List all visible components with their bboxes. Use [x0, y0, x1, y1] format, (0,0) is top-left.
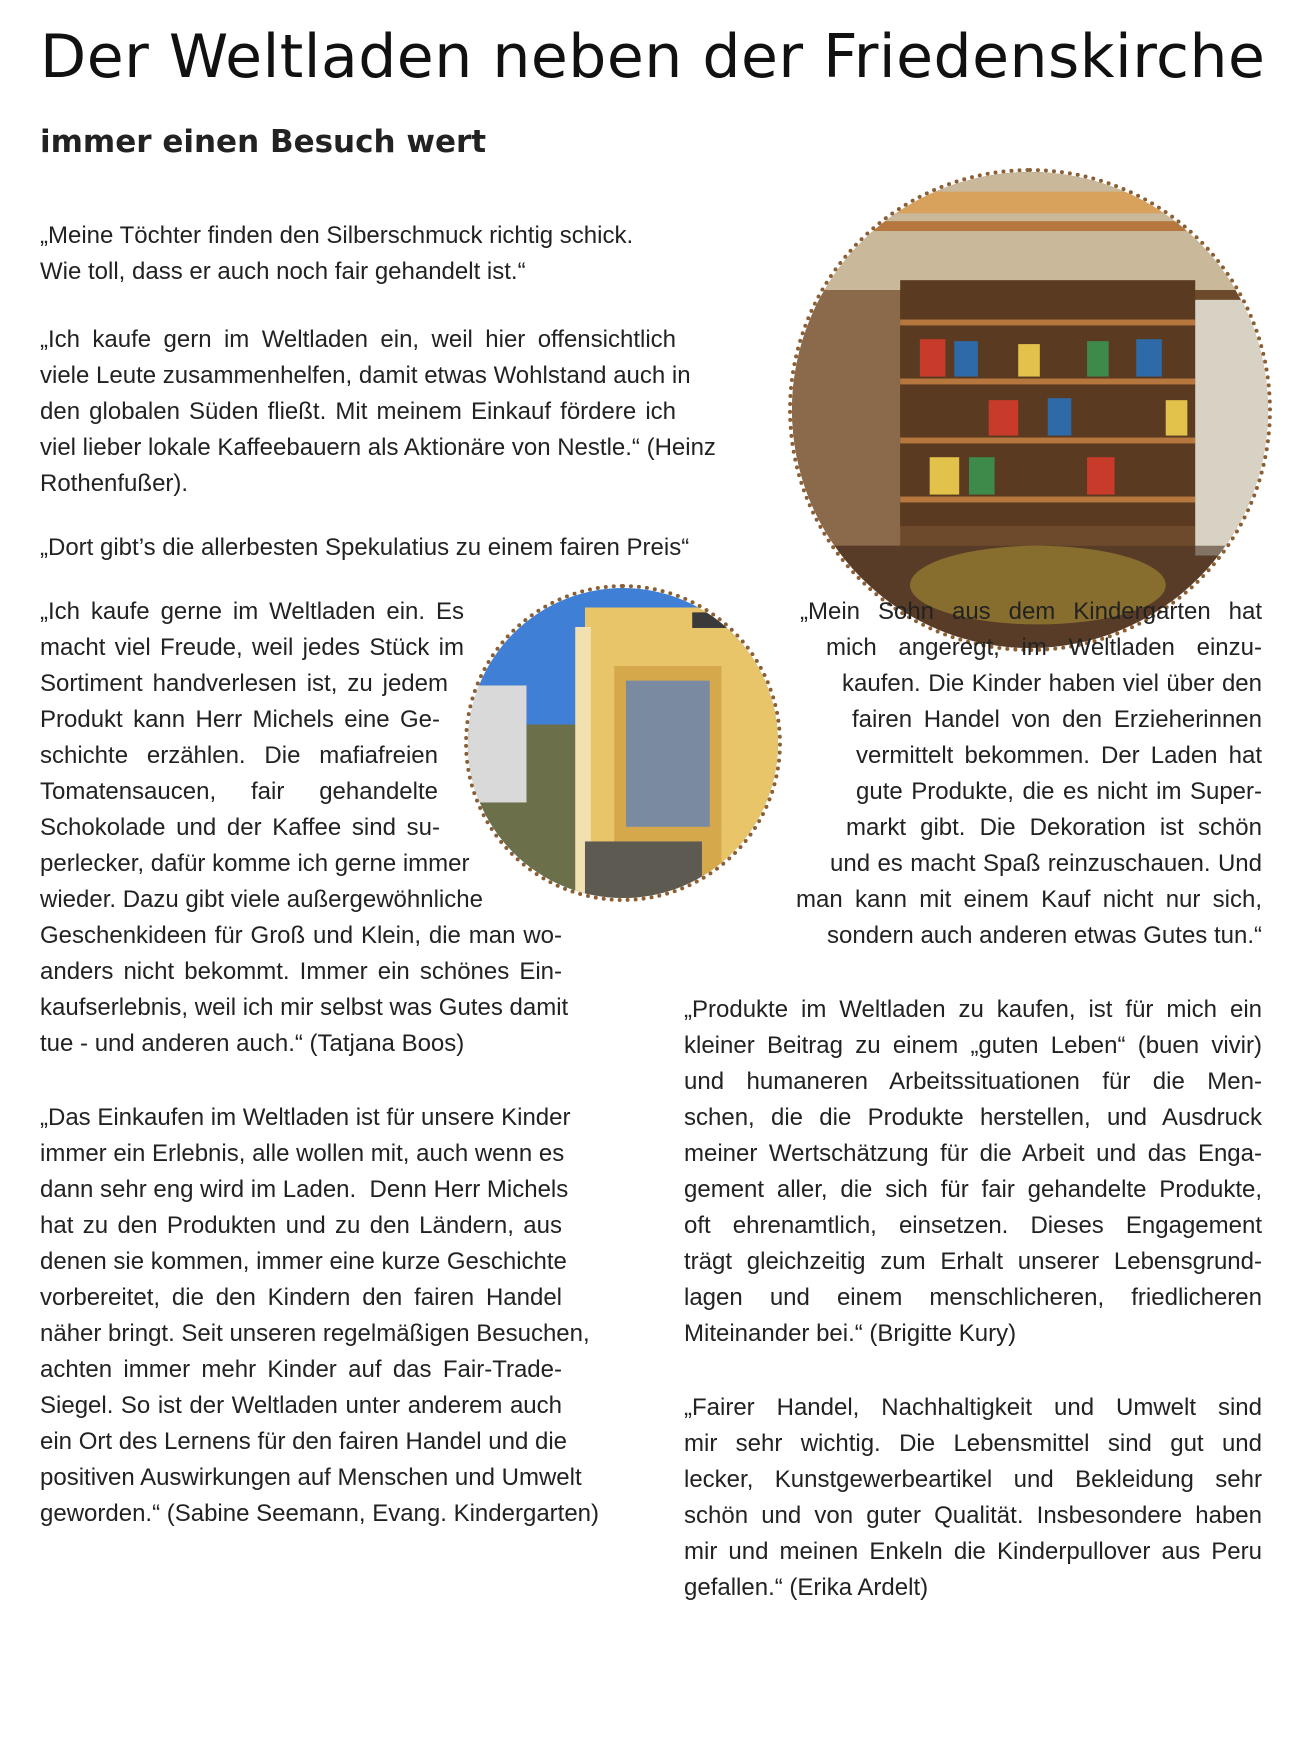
quote-8-line: lecker, Kunstgewerbeartikel und Bekleidung sehr — [684, 1466, 1262, 1493]
quote-7-line: lagen und einem menschlicheren, friedlicheren — [684, 1284, 1262, 1311]
quote-4-line: tue - und anderen auch.“ (Tatjana Boos) — [40, 1030, 465, 1057]
quote-5-line: geworden.“ (Sabine Seemann, Evang. Kindergarten) — [40, 1500, 600, 1527]
quote-6-line: „Mein Sohn aus dem Kindergarten hat — [800, 598, 1262, 625]
quote-6-line: kaufen. Die Kinder haben viel über den — [842, 670, 1262, 697]
quote-6-line: sondern auch anderen etwas Gutes tun.“ — [827, 922, 1262, 949]
quote-4-line: Produkt kann Herr Michels eine Ge- — [40, 706, 440, 733]
quote-2-line: viel lieber lokale Kaffeebauern als Aktionäre von Nestle.“ (Heinz — [40, 434, 716, 461]
quote-8-line: schön und von guter Qualität. Insbesondere haben — [684, 1502, 1262, 1529]
quote-5-line: achten immer mehr Kinder auf das Fair-Trade- — [40, 1356, 562, 1383]
quote-5-line: Siegel. So ist der Weltladen unter anderem auch — [40, 1392, 562, 1419]
quote-8-line: „Fairer Handel, Nachhaltigkeit und Umwelt sind — [684, 1394, 1262, 1421]
quote-5-line: hat zu den Produkten und zu den Ländern, aus — [40, 1212, 562, 1239]
quote-5-line: „Das Einkaufen im Weltladen ist für unsere Kinder — [40, 1104, 571, 1131]
quote-6-line: gute Produkte, die es nicht im Super- — [856, 778, 1262, 805]
quote-5-line: dann sehr eng wird im Laden. Denn Herr Michels — [40, 1176, 569, 1203]
quote-7-line: und humaneren Arbeitssituationen für die Men- — [684, 1068, 1262, 1095]
quote-7-line: gement aller, die sich für fair gehandelte Produkte, — [684, 1176, 1262, 1203]
quote-4-line: perlecker, dafür komme ich gerne immer — [40, 850, 470, 877]
quote-5-line: näher bringt. Seit unseren regelmäßigen Besuchen, — [40, 1320, 590, 1347]
quote-6-line: und es macht Spaß reinzuschauen. Und — [830, 850, 1262, 877]
quote-1-line: „Meine Töchter finden den Silberschmuck richtig schick. — [40, 222, 634, 249]
quote-6-line: man kann mit einem Kauf nicht nur sich, — [796, 886, 1262, 913]
quote-8-line: gefallen.“ (Erika Ardelt) — [684, 1574, 929, 1601]
quote-4-line: Tomatensaucen, fair gehandelte — [40, 778, 438, 805]
quote-4-line: Schokolade und der Kaffee sind su- — [40, 814, 440, 841]
quote-3-line: „Dort gibt’s die allerbesten Spekulatius zu einem fairen Preis“ — [40, 534, 690, 561]
storefront-photo — [464, 584, 782, 902]
quote-5-line: vorbereitet, die den Kindern den fairen Handel — [40, 1284, 562, 1311]
quote-5-line: positiven Auswirkungen auf Menschen und Umwelt — [40, 1464, 582, 1491]
quote-6-line: fairen Handel von den Erzieherinnen — [852, 706, 1262, 733]
quote-2-line: Rothenfußer). — [40, 470, 189, 497]
quote-7-line: Miteinander bei.“ (Brigitte Kury) — [684, 1320, 1017, 1347]
quote-4-line: macht viel Freude, weil jedes Stück im — [40, 634, 464, 661]
article-subtitle: immer einen Besuch wert — [40, 124, 487, 160]
quote-2-line: „Ich kaufe gern im Weltladen ein, weil hier offensichtlich — [40, 326, 676, 353]
quote-6-line: mich angeregt, im Weltladen einzu- — [826, 634, 1262, 661]
quote-6-line: vermittelt bekommen. Der Laden hat — [856, 742, 1262, 769]
quote-7-line: meiner Wertschätzung für die Arbeit und das Enga- — [684, 1140, 1262, 1167]
quote-4-line: wieder. Dazu gibt viele außergewöhnliche — [40, 886, 483, 913]
quote-5-line: denen sie kommen, immer eine kurze Geschichte — [40, 1248, 567, 1275]
quote-7-line: oft ehrenamtlich, einsetzen. Dieses Engagement — [684, 1212, 1262, 1239]
quote-4-line: „Ich kaufe gerne im Weltladen ein. Es — [40, 598, 464, 625]
quote-7-line: trägt gleichzeitig zum Erhalt unserer Lebensgrund- — [684, 1248, 1262, 1275]
quote-4-line: kaufserlebnis, weil ich mir selbst was Gutes damit — [40, 994, 569, 1021]
quote-8-line: mir und meinen Enkeln die Kinderpullover aus Peru — [684, 1538, 1262, 1565]
quote-4-line: Sortiment handverlesen ist, zu jedem — [40, 670, 448, 697]
quote-5-line: immer ein Erlebnis, alle wollen mit, auch wenn es — [40, 1140, 565, 1167]
quote-8-line: mir sehr wichtig. Die Lebensmittel sind gut und — [684, 1430, 1262, 1457]
quote-4-line: schichte erzählen. Die mafiafreien — [40, 742, 438, 769]
quote-7-line: „Produkte im Weltladen zu kaufen, ist für mich ein — [684, 996, 1262, 1023]
quote-1-line: Wie toll, dass er auch noch fair gehandelt ist.“ — [40, 258, 526, 285]
quote-6-line: markt gibt. Die Dekoration ist schön — [846, 814, 1262, 841]
quote-7-line: kleiner Beitrag zu einem „guten Leben“ (buen vivir) — [684, 1032, 1262, 1059]
article-title: Der Weltladen neben der Friedenskirche — [40, 22, 1266, 92]
quote-2-line: viele Leute zusammenhelfen, damit etwas Wohlstand auch in — [40, 362, 691, 389]
quote-5-line: ein Ort des Lernens für den fairen Handel und die — [40, 1428, 568, 1455]
quote-4-line: Geschenkideen für Groß und Klein, die man wo- — [40, 922, 562, 949]
quote-4-line: anders nicht bekommt. Immer ein schönes Ein- — [40, 958, 562, 985]
quote-7-line: schen, die die Produkte herstellen, und Ausdruck — [684, 1104, 1262, 1131]
quote-2-line: den globalen Süden fließt. Mit meinem Einkauf fördere ich — [40, 398, 676, 425]
shop-interior-photo — [788, 168, 1272, 652]
